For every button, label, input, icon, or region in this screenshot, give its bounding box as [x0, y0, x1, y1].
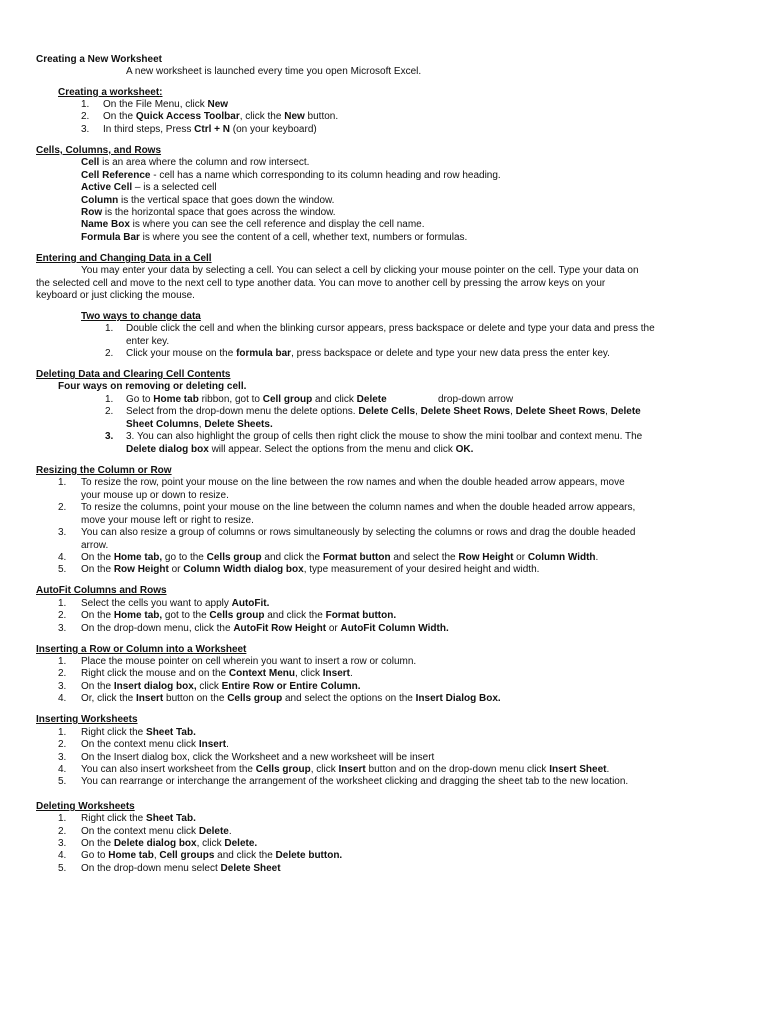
document-title: Creating a New Worksheet: [36, 54, 162, 65]
list-number: 2.: [58, 502, 67, 513]
list-item: Go to Home tab ribbon, got to Cell group and click Delete: [126, 394, 387, 405]
list-item: You can also resize a group of columns or rows simultaneously by selecting the columns or rows and drag the double headed: [81, 527, 636, 538]
list-number: 3.: [81, 124, 90, 135]
list-item: On the Home tab, got to the Cells group and click the Format button.: [81, 610, 397, 621]
list-number: 1.: [58, 477, 67, 488]
list-item: Double click the cell and when the blinking cursor appears, press backspace or delete and type your data and press the: [126, 323, 655, 334]
section-heading-autofit: AutoFit Columns and Rows: [36, 585, 167, 596]
list-item: On the File Menu, click New: [103, 99, 229, 110]
list-number: 1.: [105, 394, 114, 405]
list-item-cont: your mouse up or down to resize.: [81, 490, 229, 501]
section-heading-deleting-data: Deleting Data and Clearing Cell Contents: [36, 369, 231, 380]
definition-item: Row is the horizontal space that goes across the window.: [81, 207, 336, 218]
list-number: 2.: [58, 610, 67, 621]
list-item: In third steps, Press Ctrl + N (on your keyboard): [103, 124, 317, 135]
list-item: On the Quick Access Toolbar, click the New button.: [103, 111, 339, 122]
list-item: Select from the drop-down menu the delete options. Delete Cells, Delete Sheet Rows, Delete Sheet Rows, Delete: [126, 406, 641, 417]
list-item: 3. You can also highlight the group of cells then right click the mouse to show the mini toolbar and context menu. The: [126, 431, 643, 442]
list-item: On the Row Height or Column Width dialog box, type measurement of your desired height and width.: [81, 564, 540, 575]
list-item-cont: enter key.: [126, 336, 170, 347]
list-number: 1.: [81, 99, 90, 110]
list-item-cont: arrow.: [81, 540, 109, 551]
list-number: 5.: [58, 564, 67, 575]
list-item-cont: move your mouse left or right to resize.: [81, 515, 254, 526]
list-number: 3.: [105, 431, 114, 442]
list-number: 2.: [105, 348, 114, 359]
section-heading-inserting-row-column: Inserting a Row or Column into a Worksheet: [36, 644, 247, 655]
list-number: 2.: [81, 111, 90, 122]
list-number: 1.: [58, 813, 67, 824]
definition-item: Name Box is where you can see the cell reference and display the cell name.: [81, 219, 425, 230]
list-number: 3.: [58, 527, 67, 538]
list-item: Right click the Sheet Tab.: [81, 813, 196, 824]
list-number: 3.: [58, 838, 67, 849]
list-item: On the drop-down menu select Delete Sheet: [81, 863, 281, 874]
list-number: 4.: [58, 764, 67, 775]
list-number: 2.: [58, 826, 67, 837]
list-item: Click your mouse on the formula bar, press backspace or delete and type your new data press the enter key.: [126, 348, 610, 359]
list-item: To resize the row, point your mouse on the line between the row names and when the double headed arrow appears, move: [81, 477, 625, 488]
list-number: 1.: [105, 323, 114, 334]
list-item: To resize the columns, point your mouse on the line between the column names and when the double headed arrow appears,: [81, 502, 636, 513]
list-item-cont: Sheet Columns, Delete Sheets.: [126, 419, 273, 430]
paragraph-line: You may enter your data by selecting a cell. You can select a cell by clicking your mouse pointer on the cell. Type your data on: [81, 265, 639, 276]
list-number: 5.: [58, 776, 67, 787]
list-item: On the Insert dialog box, click Entire Row or Entire Column.: [81, 681, 361, 692]
list-item: On the Delete dialog box, click Delete.: [81, 838, 258, 849]
list-item: On the context menu click Delete.: [81, 826, 232, 837]
list-number: 3.: [58, 681, 67, 692]
definition-item: Cell Reference - cell has a name which corresponding to its column heading and row heading.: [81, 170, 501, 181]
list-number: 4.: [58, 850, 67, 861]
section-heading-inserting-worksheets: Inserting Worksheets: [36, 714, 138, 725]
list-item: Right click the Sheet Tab.: [81, 727, 196, 738]
definition-item: Active Cell – is a selected cell: [81, 182, 217, 193]
definition-item: Formula Bar is where you see the content of a cell, whether text, numbers or formulas.: [81, 232, 468, 243]
section-heading-cells-columns-rows: Cells, Columns, and Rows: [36, 145, 162, 156]
definition-item: Cell is an area where the column and row intersect.: [81, 157, 310, 168]
list-item: Or, click the Insert button on the Cells group and select the options on the Insert Dialog Box.: [81, 693, 501, 704]
list-item: Select the cells you want to apply AutoFit.: [81, 598, 270, 609]
section-heading-resizing: Resizing the Column or Row: [36, 465, 172, 476]
list-number: 1.: [58, 727, 67, 738]
paragraph-line: keyboard or just clicking the mouse.: [36, 290, 195, 301]
list-item: Place the mouse pointer on cell wherein you want to insert a row or column.: [81, 656, 417, 667]
list-item: On the drop-down menu, click the AutoFit Row Height or AutoFit Column Width.: [81, 623, 449, 634]
list-item: Right click the mouse and on the Context Menu, click Insert.: [81, 668, 353, 679]
section-heading-creating-worksheet: Creating a worksheet:: [58, 87, 163, 98]
subheading-two-ways: Two ways to change data: [81, 311, 201, 322]
list-number: 2.: [58, 668, 67, 679]
list-number: 5.: [58, 863, 67, 874]
list-number: 4.: [58, 693, 67, 704]
paragraph-line: the selected cell and move to the next cell to type another data. You can move to another cell by pressing the arrow keys on your: [36, 278, 606, 289]
list-number: 1.: [58, 598, 67, 609]
list-number: 2.: [58, 739, 67, 750]
list-item: Go to Home tab, Cell groups and click the Delete button.: [81, 850, 343, 861]
list-item: You can also insert worksheet from the Cells group, click Insert button and on the drop-down menu click Insert Sheet.: [81, 764, 610, 775]
definition-item: Column is the vertical space that goes down the window.: [81, 195, 335, 206]
section-heading-deleting-worksheets: Deleting Worksheets: [36, 801, 135, 812]
list-item-tail: drop-down arrow: [438, 394, 514, 405]
list-number: 1.: [58, 656, 67, 667]
list-item: On the context menu click Insert.: [81, 739, 229, 750]
list-item: You can rearrange or interchange the arrangement of the worksheet clicking and dragging the sheet tab to the new location.: [81, 776, 629, 787]
list-number: 3.: [58, 623, 67, 634]
list-item: On the Insert dialog box, click the Worksheet and a new worksheet will be insert: [81, 752, 435, 763]
subheading-four-ways: Four ways on removing or deleting cell.: [58, 381, 247, 392]
list-number: 2.: [105, 406, 114, 417]
section-heading-entering-data: Entering and Changing Data in a Cell: [36, 253, 212, 264]
list-number: 3.: [58, 752, 67, 763]
intro-text: A new worksheet is launched every time you open Microsoft Excel.: [126, 66, 422, 77]
list-number: 4.: [58, 552, 67, 563]
list-item: On the Home tab, go to the Cells group and click the Format button and select the Row Height or Column Width.: [81, 552, 599, 563]
list-item-cont: Delete dialog box will appear. Select the options from the menu and click OK.: [126, 444, 474, 455]
